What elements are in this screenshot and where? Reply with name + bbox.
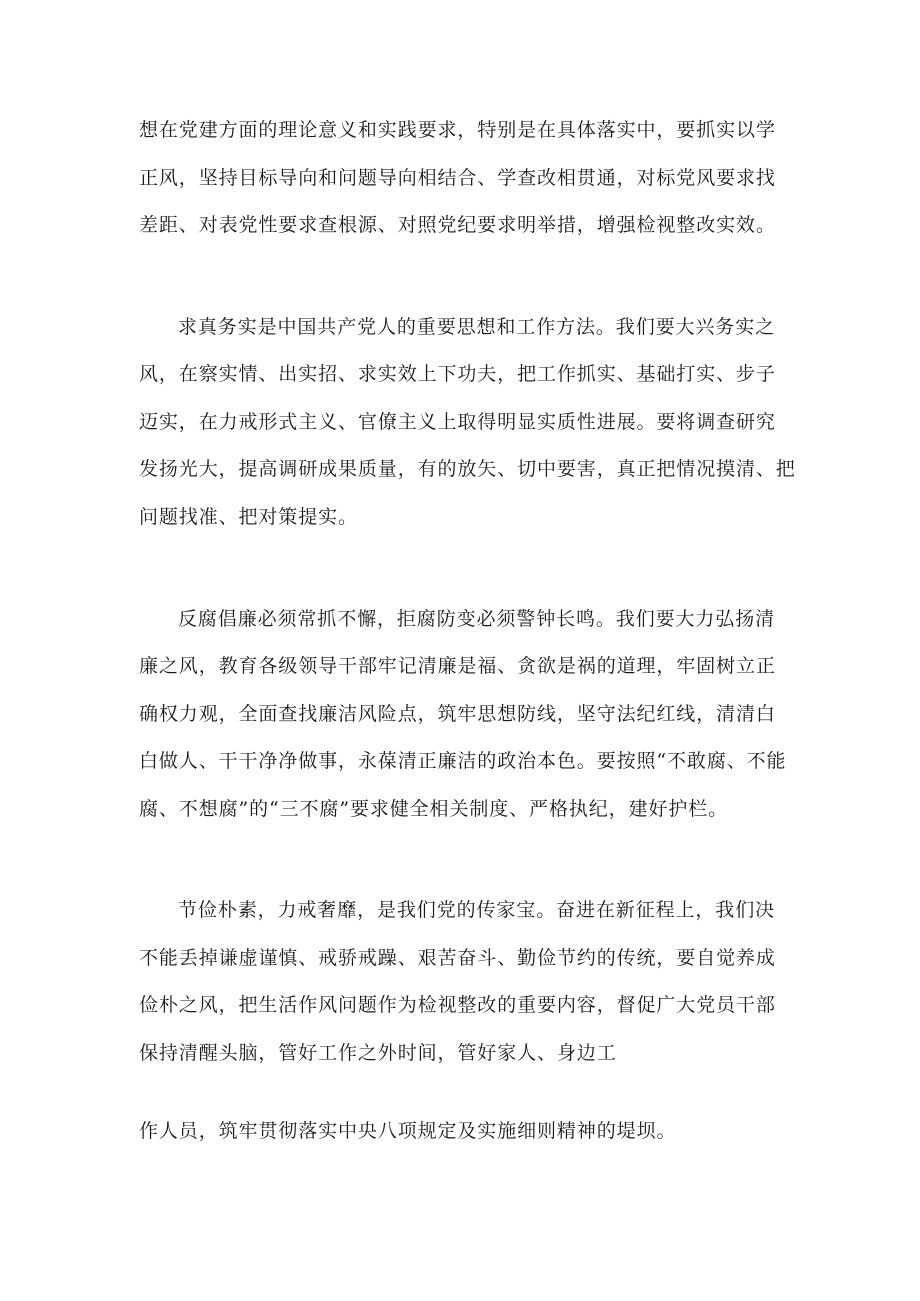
paragraph-3-line-1: 反腐倡廉必须常抓不懈，拒腐防变必须警钟长鸣。我们要大力弘扬清 bbox=[178, 608, 776, 630]
paragraph-4-line-3: 俭朴之风，把生活作风问题作为检视整改的重要内容，督促广大党员干部 bbox=[139, 994, 776, 1016]
paragraph-3-line-4: 白做人、干干净净做事，永葆清正廉洁的政治本色。要按照“不敢腐、不能 bbox=[139, 750, 787, 772]
paragraph-3-line-3: 确权力观，全面查找廉洁风险点，筑牢思想防线，坚守法纪红线，清清白 bbox=[139, 703, 776, 725]
paragraph-2-line-3: 迈实，在力戒形式主义、官僚主义上取得明显实质性进展。要将调查研究 bbox=[139, 411, 776, 433]
paragraph-2-line-5: 问题找准、把对策提实。 bbox=[139, 506, 358, 528]
paragraph-4-line-1: 节俭朴素，力戒奢靡，是我们党的传家宝。奋进在新征程上，我们决 bbox=[178, 899, 776, 921]
paragraph-2-line-1: 求真务实是中国共产党人的重要思想和工作方法。我们要大兴务实之 bbox=[178, 316, 776, 338]
paragraph-1-line-3: 差距、对表党性要求查根源、对照党纪要求明举措，增强检视整改实效。 bbox=[139, 214, 776, 236]
paragraph-1-line-1: 想在党建方面的理论意义和实践要求，特别是在具体落实中，要抓实以学 bbox=[139, 119, 776, 141]
paragraph-4-line-2: 不能丢掉谦虚谨慎、戒骄戒躁、艰苦奋斗、勤俭节约的传统，要自觉养成 bbox=[139, 947, 776, 969]
paragraph-1-line-2: 正风，坚持目标导向和问题导向相结合、学查改相贯通，对标党风要求找 bbox=[139, 167, 776, 189]
paragraph-3-line-2: 廉之风，教育各级领导干部牢记清廉是福、贪欲是祸的道理，牢固树立正 bbox=[139, 655, 776, 677]
paragraph-2-line-4: 发扬光大，提高调研成果质量，有的放矢、切中要害，真正把情况摸清、把 bbox=[139, 458, 796, 480]
paragraph-4-line-4: 保持清醒头脑，管好工作之外时间，管好家人、身边工 bbox=[139, 1042, 617, 1064]
paragraph-5-line-1: 作人员，筑牢贯彻落实中央八项规定及实施细则精神的堤坝。 bbox=[139, 1120, 677, 1142]
paragraph-3-line-5: 腐、不想腐”的“三不腐”要求健全相关制度、严格执纪，建好护栏。 bbox=[139, 798, 729, 820]
paragraph-2-line-2: 风，在察实情、出实招、求实效上下功夫，把工作抓实、基础打实、步子 bbox=[139, 363, 776, 385]
